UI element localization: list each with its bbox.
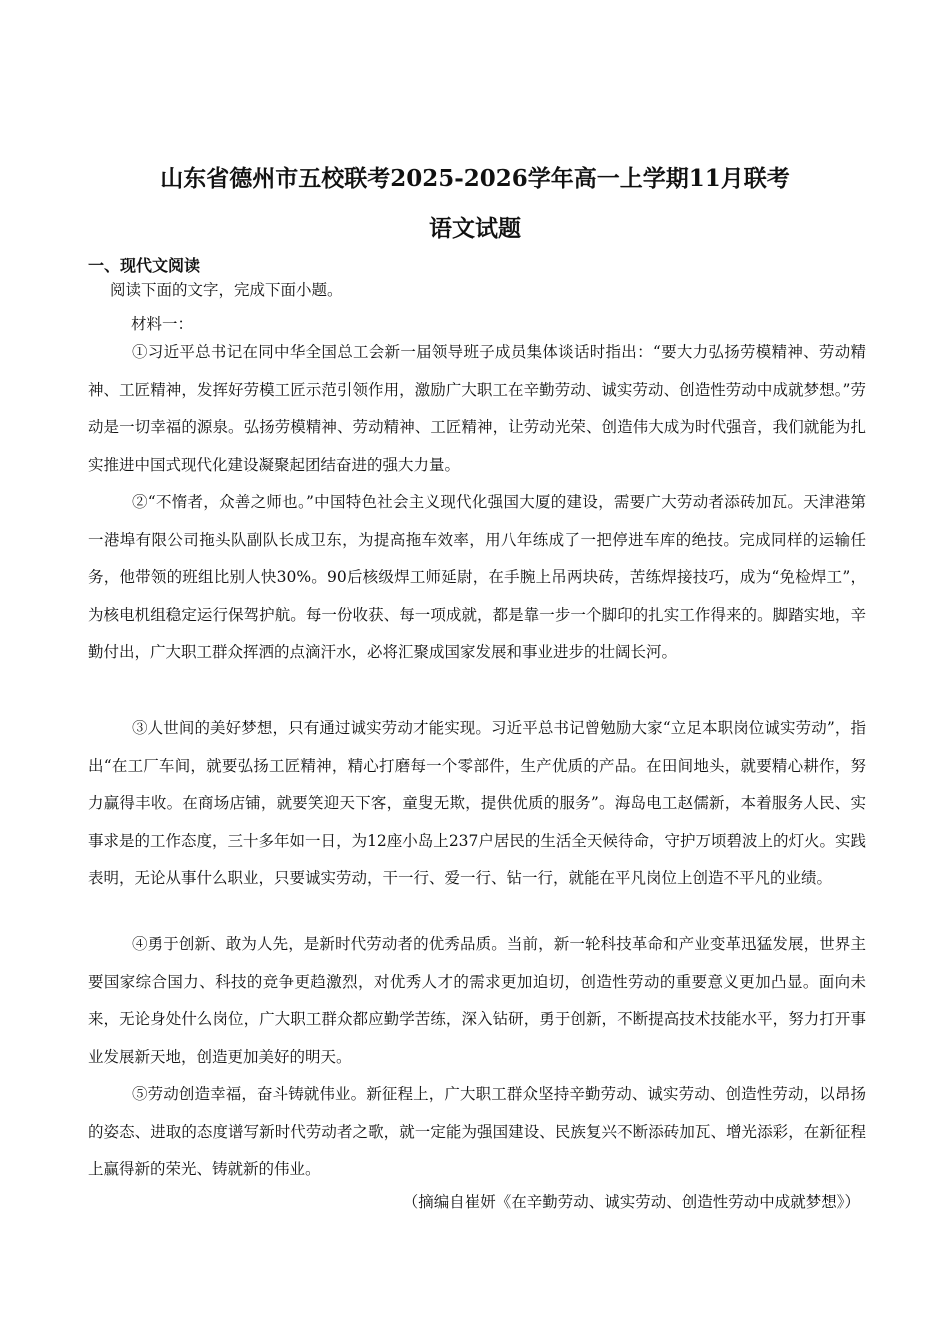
paragraph-5: ⑤劳动创造幸福，奋斗铸就伟业。新征程上，广大职工群众坚持辛勤劳动、诚实劳动、创造性劳动，以昂扬的姿态、进取的态度谱写新时代劳动者之歌，就一定能为强国建设、民族复兴不断添砖加瓦、增光添彩，在新征程上赢得新的荣光、铸就新的伟业。 (88, 1085, 866, 1179)
section-heading: 一、现代文阅读 (88, 256, 201, 275)
source-citation: （摘编自崔妍《在辛勤劳动、诚实劳动、创造性劳动中成就梦想》） (402, 1193, 860, 1211)
reading-instruction: 阅读下面的文字，完成下面小题。 (110, 281, 343, 299)
paragraph-4: ④勇于创新、敢为人先，是新时代劳动者的优秀品质。当前，新一轮科技革命和产业变革迅猛发展，世界主要国家综合国力、科技的竞争更趋激烈，对优秀人才的需求更加迫切，创造性劳动的重要意义更加凸显。面向未来，无论身处什么岗位，广大职工群众都应勤学苦练，深入钻研，勇于创新，不断提高技术技能水平，努力打开事业发展新天地，创造更加美好的明天。 (88, 935, 866, 1066)
paragraph-3: ③人世间的美好梦想，只有通过诚实劳动才能实现。习近平总书记曾勉励大家“立足本职岗位诚实劳动”，指出“在工厂车间，就要弘扬工匠精神，精心打磨每一个零部件，生产优质的产品。在田间地头，就要精心耕作，努力赢得丰收。在商场店铺，就要笑迎天下客，童叟无欺，提供优质的服务”。海岛电工赵儒新，本着服务人民、实事求是的工作态度，三十多年如一日，为12座小岛上237户居民的生活全天候待命，守护万顷碧波上的灯火。实践表明，无论从事什么职业，只要诚实劳动，干一行、爱一行、钻一行，就能在平凡岗位上创造不平凡的业绩。 (88, 719, 866, 888)
document-subtitle: 语文试题 (429, 215, 521, 242)
material-label: 材料一： (131, 315, 194, 333)
paragraph-2: ②“不惰者，众善之师也。”中国特色社会主义现代化强国大厦的建设，需要广大劳动者添砖加瓦。天津港第一港埠有限公司拖头队副队长成卫东，为提高拖车效率，用八年练成了一把停进车库的绝技。完成同样的运输任务，他带领的班组比别人快30%。90后核级焊工师延尉，在手腕上吊两块砖，苦练焊接技巧，成为“免检焊工”，为核电机组稳定运行保驾护航。每一份收获、每一项成就，都是靠一步一个脚印的扎实工作得来的。脚踏实地，辛勤付出，广大职工群众挥洒的点滴汗水，必将汇聚成国家发展和事业进步的壮阔长河。 (88, 493, 866, 662)
document-title: 山东省德州市五校联考2025-2026学年高一上学期11月联考 (160, 165, 790, 192)
paragraph-1: ①习近平总书记在同中华全国总工会新一届领导班子成员集体谈话时指出：“要大力弘扬劳模精神、劳动精神、工匠精神，发挥好劳模工匠示范引领作用，激励广大职工在辛勤劳动、诚实劳动、创造性劳动中成就梦想。”劳动是一切幸福的源泉。弘扬劳模精神、劳动精神、工匠精神，让劳动光荣、创造伟大成为时代强音，我们就能为扎实推进中国式现代化建设凝聚起团结奋进的强大力量。 (88, 343, 866, 474)
